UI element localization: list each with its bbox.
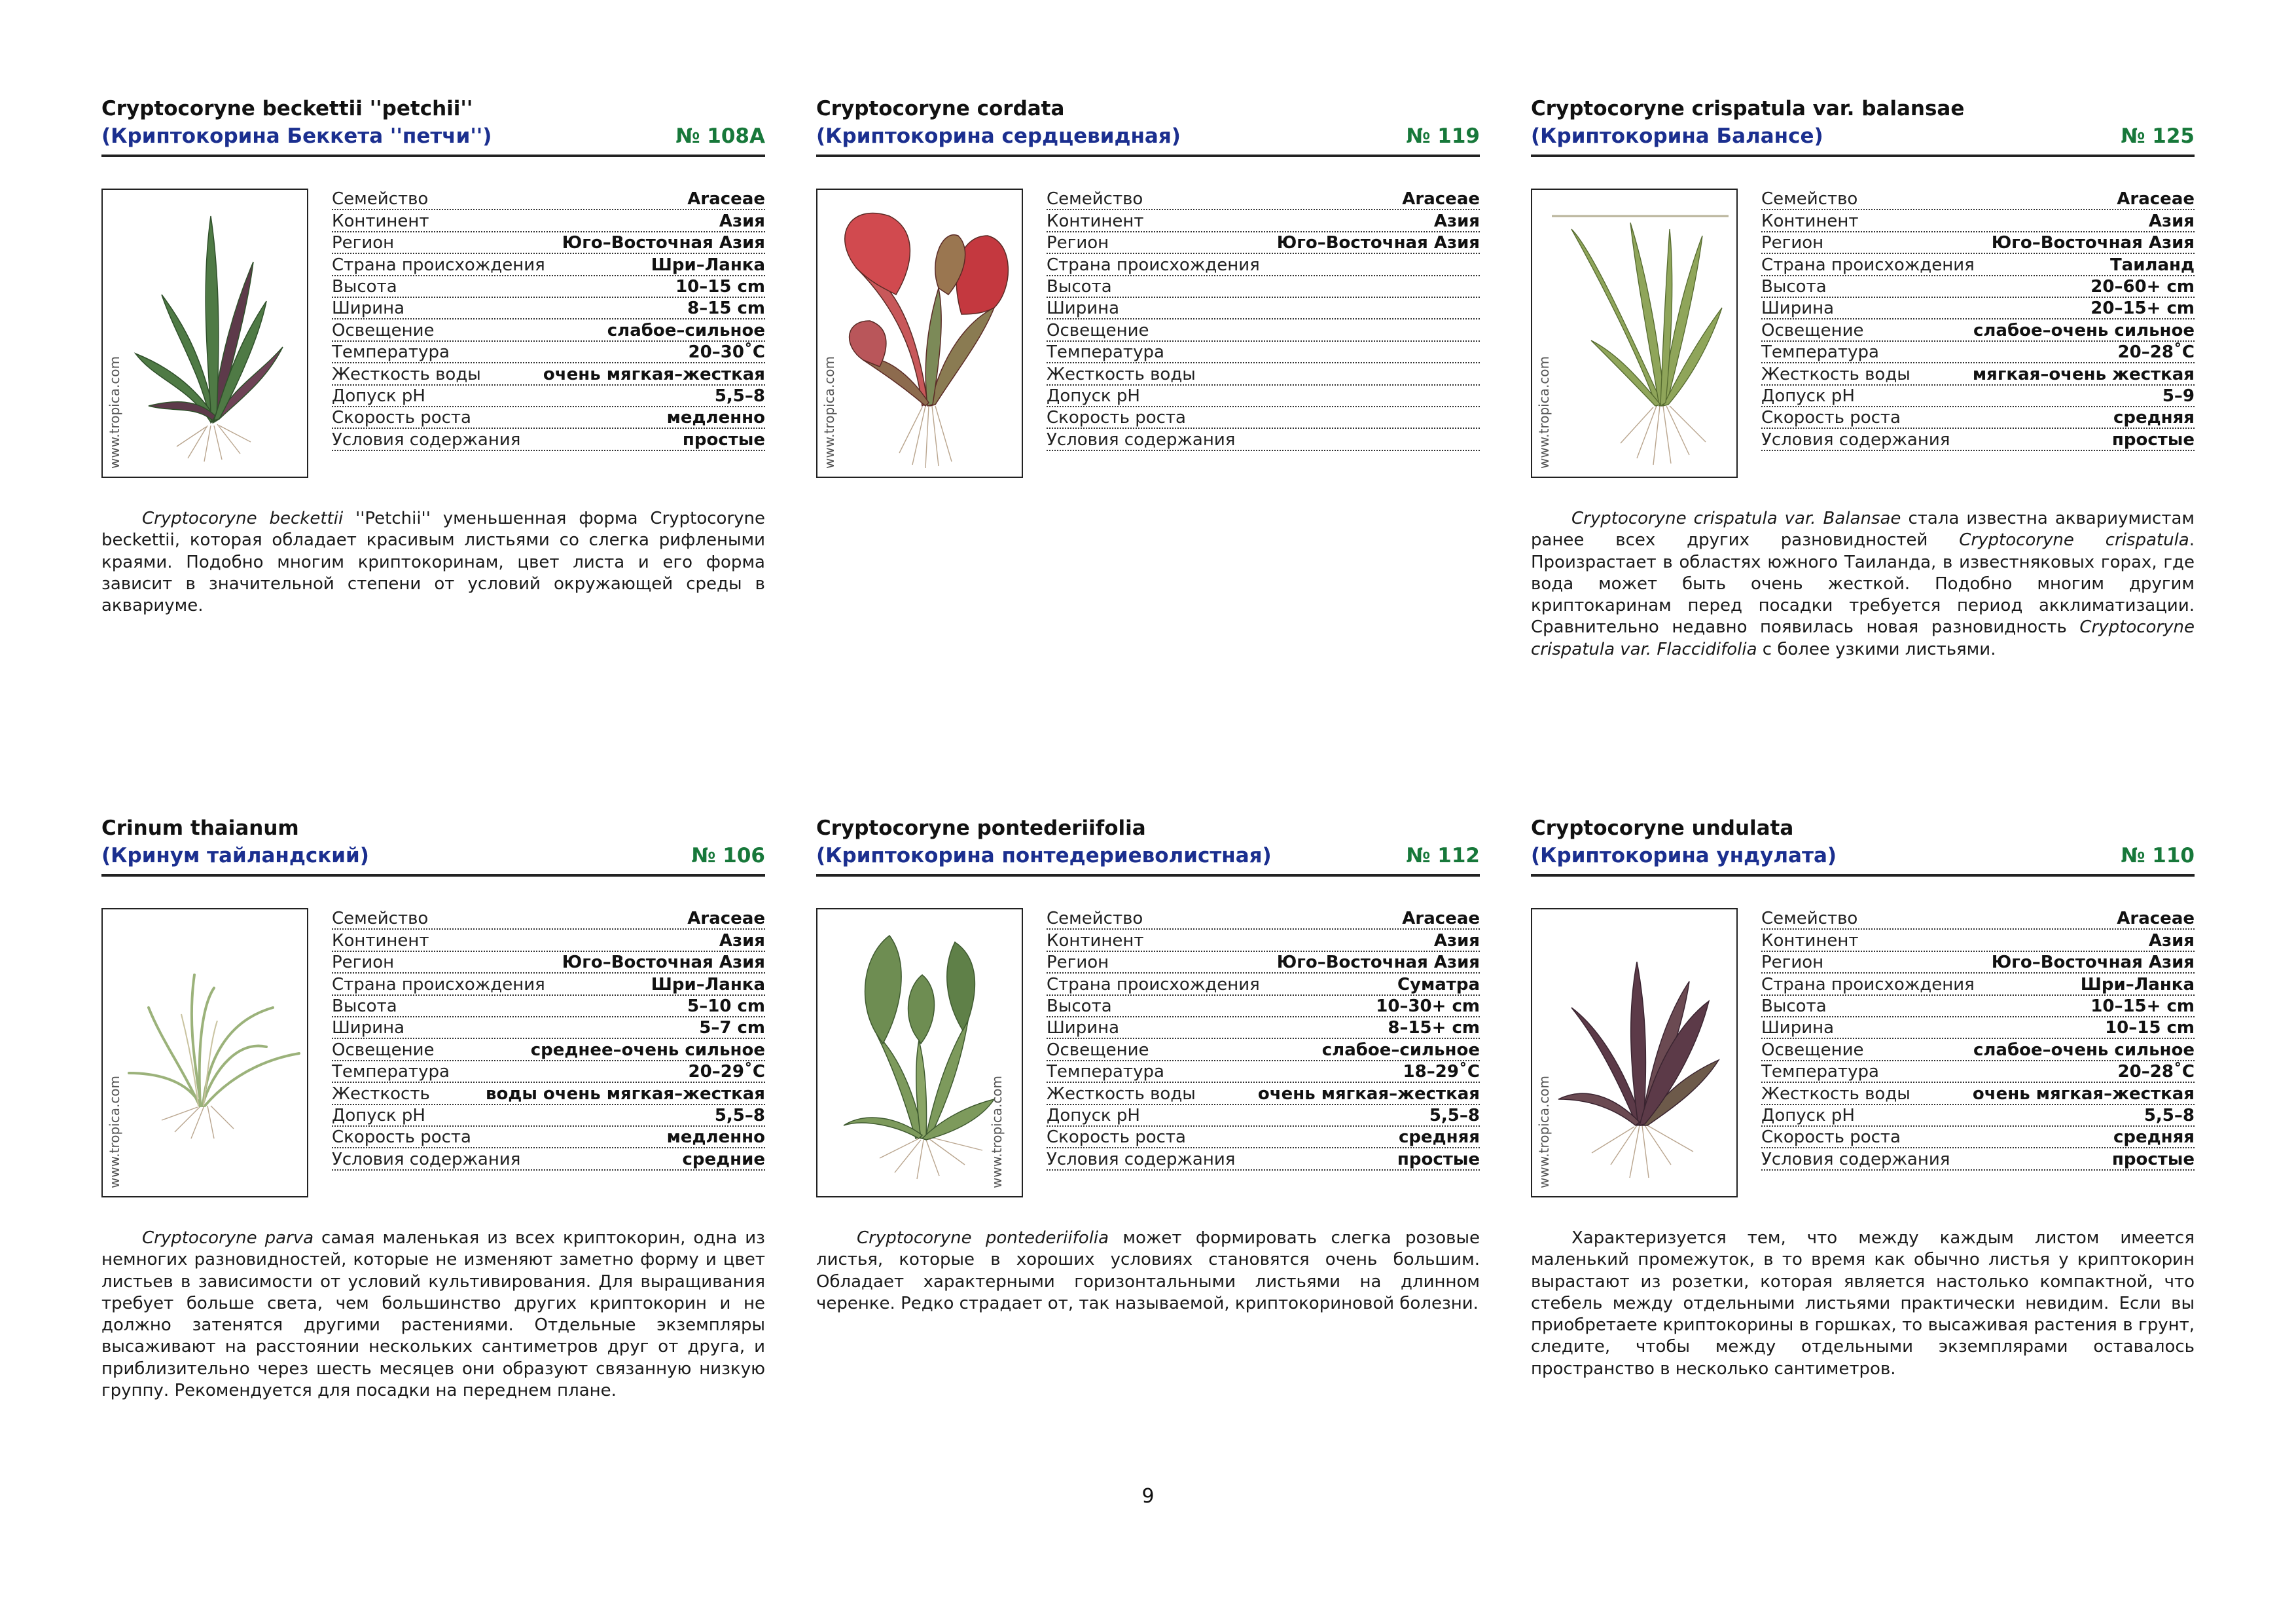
russian-name: (Криптокорина ундулата) bbox=[1531, 844, 1837, 867]
latin-name: Cryptocoryne pontederiifolia bbox=[816, 816, 1146, 840]
catalog-number: № 112 bbox=[1406, 844, 1480, 867]
property-value: Азия bbox=[719, 930, 765, 951]
latin-name: Cryptocoryne undulata bbox=[1531, 816, 1794, 840]
photo-credit: www.tropica.com bbox=[989, 1075, 1005, 1188]
property-label: Скорость роста bbox=[332, 1127, 471, 1148]
property-row bbox=[1761, 363, 2195, 385]
photo-credit: www.tropica.com bbox=[821, 356, 837, 469]
property-value: Юго–Восточная Азия bbox=[1276, 953, 1480, 973]
property-label: Освещение bbox=[332, 1040, 435, 1060]
property-value: Таиланд bbox=[2109, 255, 2195, 275]
property-label: Страна происхождения bbox=[332, 974, 545, 994]
property-table bbox=[1761, 189, 2195, 451]
property-row bbox=[1761, 1083, 2195, 1104]
plant-card bbox=[1531, 816, 2195, 1458]
plant-photo bbox=[1531, 189, 1738, 478]
property-row bbox=[332, 1105, 765, 1127]
property-value: 10–15 cm bbox=[2105, 1018, 2195, 1038]
property-row bbox=[1761, 298, 2195, 319]
property-value: Юго–Восточная Азия bbox=[1276, 233, 1480, 253]
property-value: Суматра bbox=[1397, 974, 1480, 994]
property-row bbox=[332, 298, 765, 319]
plant-description bbox=[816, 1228, 1480, 1315]
property-row bbox=[1047, 407, 1480, 429]
property-label: Скорость роста bbox=[1047, 1127, 1186, 1148]
property-row bbox=[1761, 930, 2195, 951]
property-label: Континент bbox=[1761, 211, 1859, 231]
property-row bbox=[332, 908, 765, 930]
photo-credit: www.tropica.com bbox=[107, 356, 122, 469]
property-row bbox=[1761, 1039, 2195, 1061]
property-label: Допуск pH bbox=[1761, 386, 1855, 406]
property-value: Азия bbox=[2148, 211, 2195, 231]
description-run: Характеризуется тем, что между каждым листом имеется маленький промежуток, в то время как обычно листья у криптокорин вырастают из розетки, которая является настолько компактной, что стебель между отдельными листьями практически невидим. Если вы приобретаете криптокорины в горшках, то высаживая растения в грунт, следите, чтобы между отдельными экземплярами оставалось пространство в несколько сантиметров. bbox=[1531, 1228, 2195, 1379]
property-row bbox=[332, 974, 765, 995]
property-value: слабое–очень сильное bbox=[1973, 320, 2195, 340]
catalog-number: № 110 bbox=[2121, 844, 2195, 867]
property-label: Страна происхождения bbox=[1761, 974, 1975, 994]
property-value: 20–29˚C bbox=[688, 1062, 765, 1082]
property-label: Страна происхождения bbox=[1047, 974, 1260, 994]
plant-photo bbox=[101, 908, 308, 1197]
property-row bbox=[1047, 254, 1480, 276]
property-value: средние bbox=[682, 1149, 765, 1169]
property-row bbox=[332, 407, 765, 429]
property-value: 8–15 cm bbox=[687, 299, 765, 319]
russian-name: (Криптокорина понтедериеволистная) bbox=[816, 844, 1272, 867]
property-row bbox=[1047, 386, 1480, 407]
property-label: Семейство bbox=[1047, 909, 1143, 929]
russian-name: (Криптокорина Беккета ''петчи'') bbox=[101, 124, 492, 148]
plant-photo bbox=[816, 908, 1023, 1197]
property-value: Юго–Восточная Азия bbox=[562, 953, 765, 973]
property-row bbox=[1047, 1017, 1480, 1039]
property-label: Допуск pH bbox=[332, 1105, 425, 1125]
description-run: Cryptocoryne beckettii bbox=[142, 509, 344, 528]
property-value: Азия bbox=[719, 211, 765, 231]
header-rule bbox=[1531, 874, 2195, 877]
property-value: простые bbox=[2111, 429, 2195, 450]
property-row bbox=[332, 996, 765, 1017]
property-row bbox=[1047, 189, 1480, 210]
property-row bbox=[332, 1061, 765, 1083]
property-table bbox=[332, 189, 765, 451]
property-label: Жесткость воды bbox=[1047, 1084, 1196, 1104]
header-rule bbox=[101, 155, 765, 157]
property-label: Температура bbox=[1761, 1062, 1879, 1082]
property-label: Семейство bbox=[1761, 909, 1858, 929]
property-value: Азия bbox=[2148, 930, 2195, 951]
property-row bbox=[332, 930, 765, 951]
property-label: Жесткость воды bbox=[1761, 1084, 1910, 1104]
property-row bbox=[332, 429, 765, 450]
plant-card bbox=[816, 816, 1480, 1458]
plant-description bbox=[101, 508, 765, 617]
property-value: 10–15 cm bbox=[675, 276, 765, 297]
plant-card bbox=[1531, 97, 2195, 739]
property-label: Семейство bbox=[332, 909, 429, 929]
property-label: Жесткость bbox=[332, 1084, 430, 1104]
property-value: 5–7 cm bbox=[699, 1018, 765, 1038]
description-run: Cryptocoryne parva bbox=[142, 1228, 314, 1248]
plant-illustration bbox=[817, 190, 1022, 477]
property-label: Ширина bbox=[1761, 1018, 1835, 1038]
property-label: Условия содержания bbox=[1761, 1149, 1950, 1169]
property-value: Шри–Ланка bbox=[2080, 974, 2195, 994]
property-label: Регион bbox=[1761, 233, 1824, 253]
property-row bbox=[1047, 429, 1480, 450]
property-label: Ширина bbox=[332, 1018, 405, 1038]
description-run: ''Petchii'' уменьшенная форма Cryptocoryne beckettii, которая обладает красивым листьями со слегка рифлеными краями. Подобно многим криптокоринам, цвет листа и его форма зависит в значительной степени от условий окружающей среды в аквариуме. bbox=[101, 509, 766, 616]
catalog-number: № 108A bbox=[675, 124, 765, 148]
property-row bbox=[332, 210, 765, 232]
property-row bbox=[1761, 232, 2195, 254]
property-row bbox=[332, 189, 765, 210]
property-label: Континент bbox=[332, 930, 429, 951]
property-row bbox=[1047, 342, 1480, 363]
property-row bbox=[1761, 1017, 2195, 1039]
property-table bbox=[1047, 189, 1480, 451]
property-row bbox=[1761, 1127, 2195, 1148]
property-value: медленно bbox=[666, 408, 765, 428]
photo-credit: www.tropica.com bbox=[107, 1075, 122, 1188]
plant-photo bbox=[101, 189, 308, 478]
russian-name: (Криптокорина Балансе) bbox=[1531, 124, 1823, 148]
property-row bbox=[1047, 1148, 1480, 1170]
property-label: Температура bbox=[1761, 342, 1879, 363]
property-label: Семейство bbox=[332, 189, 429, 210]
property-value: Шри–Ланка bbox=[651, 974, 765, 994]
property-row bbox=[1761, 386, 2195, 407]
catalog-number: № 106 bbox=[691, 844, 765, 867]
latin-name: Crinum thaianum bbox=[101, 816, 299, 840]
property-label: Семейство bbox=[1761, 189, 1858, 210]
property-row bbox=[1047, 996, 1480, 1017]
property-label: Континент bbox=[332, 211, 429, 231]
property-row bbox=[1761, 974, 2195, 995]
property-row bbox=[1047, 1061, 1480, 1083]
property-value: Araceae bbox=[1402, 189, 1480, 210]
property-value: 10–30+ cm bbox=[1376, 996, 1480, 1016]
property-value: 20–30˚C bbox=[688, 342, 765, 363]
property-value: очень мягкая–жесткая bbox=[1257, 1084, 1480, 1104]
property-label: Освещение bbox=[1761, 320, 1864, 340]
property-label: Условия содержания bbox=[1047, 1149, 1236, 1169]
description-paragraph bbox=[1531, 1228, 2195, 1380]
property-label: Регион bbox=[332, 953, 395, 973]
property-row bbox=[1761, 952, 2195, 974]
property-row bbox=[1761, 1148, 2195, 1170]
header-rule bbox=[1531, 155, 2195, 157]
property-row bbox=[1047, 930, 1480, 951]
property-row bbox=[1761, 189, 2195, 210]
property-row bbox=[1047, 1127, 1480, 1148]
catalog-number: № 119 bbox=[1406, 124, 1480, 148]
photo-credit: www.tropica.com bbox=[1536, 1075, 1552, 1188]
plant-description bbox=[101, 1228, 765, 1402]
property-row bbox=[1047, 298, 1480, 319]
property-label: Континент bbox=[1761, 930, 1859, 951]
property-row bbox=[332, 363, 765, 385]
photo-credit: www.tropica.com bbox=[1536, 356, 1552, 469]
property-row bbox=[332, 232, 765, 254]
property-row bbox=[332, 1127, 765, 1148]
property-row bbox=[1047, 1105, 1480, 1127]
property-value: воды очень мягкая–жесткая bbox=[486, 1084, 765, 1104]
property-row bbox=[332, 1017, 765, 1039]
property-label: Скорость роста bbox=[1761, 408, 1901, 428]
property-row bbox=[1047, 210, 1480, 232]
header-rule bbox=[816, 155, 1480, 157]
property-label: Регион bbox=[1047, 233, 1109, 253]
latin-name: Cryptocoryne beckettii ''petchii'' bbox=[101, 97, 473, 120]
property-label: Условия содержания bbox=[332, 429, 521, 450]
property-value: Araceae bbox=[2117, 189, 2195, 210]
property-label: Высота bbox=[332, 276, 397, 297]
property-label: Освещение bbox=[1761, 1040, 1864, 1060]
property-label: Ширина bbox=[332, 299, 405, 319]
property-value: простые bbox=[1397, 1149, 1480, 1169]
property-row bbox=[1761, 1105, 2195, 1127]
property-value: Юго–Восточная Азия bbox=[562, 233, 765, 253]
plant-card bbox=[101, 816, 765, 1458]
property-label: Континент bbox=[1047, 930, 1144, 951]
property-row bbox=[1761, 1061, 2195, 1083]
property-label: Высота bbox=[1761, 996, 1827, 1016]
property-label: Страна происхождения bbox=[332, 255, 545, 275]
plant-illustration bbox=[103, 909, 307, 1196]
property-label: Освещение bbox=[332, 320, 435, 340]
property-value: Юго–Восточная Азия bbox=[1991, 953, 2195, 973]
property-value: 5–10 cm bbox=[687, 996, 765, 1016]
catalog-number: № 125 bbox=[2121, 124, 2195, 148]
property-label: Освещение bbox=[1047, 320, 1149, 340]
property-value: 20–28˚C bbox=[2117, 342, 2195, 363]
property-value: средняя bbox=[2113, 1127, 2195, 1148]
property-label: Скорость роста bbox=[1761, 1127, 1901, 1148]
property-value: очень мягкая–жесткая bbox=[1972, 1084, 2195, 1104]
plant-illustration bbox=[1532, 190, 1736, 477]
description-run: Cryptocoryne crispatula var. Flaccidifolia bbox=[1531, 617, 2195, 659]
property-value: 5,5–8 bbox=[1429, 1105, 1480, 1125]
property-row bbox=[332, 386, 765, 407]
property-label: Страна происхождения bbox=[1761, 255, 1975, 275]
property-row bbox=[332, 276, 765, 298]
property-row bbox=[1761, 254, 2195, 276]
property-value: 5,5–8 bbox=[714, 1105, 765, 1125]
property-label: Температура bbox=[1047, 342, 1164, 363]
property-label: Высота bbox=[1047, 276, 1112, 297]
description-run: может формировать слегка розовые листья, которые в хороших условиях становятся очень большим. Обладает характерными горизонтальными листьями на длинном черенке. Редко страдает от, так называемой, криптокориновой болезни. bbox=[816, 1228, 1480, 1313]
property-label: Высота bbox=[1047, 996, 1112, 1016]
description-run: с более узкими листьями. bbox=[1757, 639, 1996, 659]
property-value: мягкая–очень жесткая bbox=[1972, 364, 2195, 384]
description-run: Cryptocoryne crispatula var. Balansae bbox=[1571, 509, 1901, 528]
property-label: Регион bbox=[1047, 953, 1109, 973]
property-value: 20–60+ cm bbox=[2090, 276, 2195, 297]
property-row bbox=[332, 1039, 765, 1061]
property-row bbox=[1761, 276, 2195, 298]
property-value: Araceae bbox=[687, 909, 765, 929]
property-value: простые bbox=[682, 429, 765, 450]
property-label: Регион bbox=[332, 233, 395, 253]
property-label: Допуск pH bbox=[1761, 1105, 1855, 1125]
description-run: стала известна аквариумистам ранее всех других разновидностей bbox=[1531, 509, 2195, 551]
property-row bbox=[1761, 210, 2195, 232]
property-value: Азия bbox=[1433, 211, 1480, 231]
property-value: Araceae bbox=[1402, 909, 1480, 929]
property-value: слабое–сильное bbox=[1321, 1040, 1480, 1060]
plant-photo bbox=[816, 189, 1023, 478]
property-label: Условия содержания bbox=[1761, 429, 1950, 450]
property-row bbox=[332, 319, 765, 341]
property-label: Температура bbox=[1047, 1062, 1164, 1082]
property-value: слабое–очень сильное bbox=[1973, 1040, 2195, 1060]
property-value: средняя bbox=[2113, 408, 2195, 428]
property-label: Высота bbox=[1761, 276, 1827, 297]
property-label: Скорость роста bbox=[1047, 408, 1186, 428]
property-row bbox=[332, 1083, 765, 1104]
latin-name: Cryptocoryne crispatula var. balansae bbox=[1531, 97, 1965, 120]
description-run: . Произрастает в областях южного Таиланда, в известняковых горах, где вода может быть очень жесткой. Подобно многим другим криптокаринам перед посадки требуется период акклиматизации. Сравнительно недавно появилась новая разновидность bbox=[1531, 530, 2195, 638]
property-label: Жесткость воды bbox=[332, 364, 481, 384]
property-value: 20–28˚C bbox=[2117, 1062, 2195, 1082]
plant-description bbox=[1531, 508, 2195, 661]
russian-name: (Кринум тайландский) bbox=[101, 844, 369, 867]
plant-photo bbox=[1531, 908, 1738, 1197]
property-row bbox=[1761, 996, 2195, 1017]
description-run: Cryptocoryne crispatula bbox=[1959, 530, 2189, 551]
property-row bbox=[1761, 319, 2195, 341]
property-row bbox=[1047, 1039, 1480, 1061]
property-value: 20–15+ cm bbox=[2090, 299, 2195, 319]
property-value: Araceae bbox=[2117, 909, 2195, 929]
property-label: Допуск pH bbox=[1047, 386, 1140, 406]
description-paragraph bbox=[101, 508, 765, 617]
property-row bbox=[332, 342, 765, 363]
header-rule bbox=[101, 874, 765, 877]
property-label: Температура bbox=[332, 342, 450, 363]
plant-description bbox=[1531, 1228, 2195, 1380]
property-row bbox=[1761, 429, 2195, 450]
page-number: 9 bbox=[1141, 1485, 1155, 1508]
property-label: Допуск pH bbox=[1047, 1105, 1140, 1125]
property-value: 10–15+ cm bbox=[2090, 996, 2195, 1016]
property-label: Условия содержания bbox=[1047, 429, 1236, 450]
property-table bbox=[1761, 908, 2195, 1171]
property-value: Araceae bbox=[687, 189, 765, 210]
property-row bbox=[1047, 319, 1480, 341]
property-value: простые bbox=[2111, 1149, 2195, 1169]
description-run: Cryptocoryne pontederiifolia bbox=[857, 1228, 1109, 1248]
property-value: 5,5–8 bbox=[714, 386, 765, 406]
property-row bbox=[1761, 342, 2195, 363]
property-label: Ширина bbox=[1761, 299, 1835, 319]
property-value: Азия bbox=[1433, 930, 1480, 951]
property-label: Температура bbox=[332, 1062, 450, 1082]
russian-name: (Криптокорина сердцевидная) bbox=[816, 124, 1181, 148]
property-value: слабое–сильное bbox=[607, 320, 765, 340]
property-row bbox=[1047, 952, 1480, 974]
property-row bbox=[1047, 232, 1480, 254]
property-label: Жесткость воды bbox=[1047, 364, 1196, 384]
property-row bbox=[1761, 407, 2195, 429]
property-value: 5–9 bbox=[2162, 386, 2195, 406]
property-label: Ширина bbox=[1047, 1018, 1120, 1038]
property-value: Юго–Восточная Азия bbox=[1991, 233, 2195, 253]
property-row bbox=[1047, 908, 1480, 930]
plant-card bbox=[816, 97, 1480, 739]
plant-card bbox=[101, 97, 765, 739]
property-value: 18–29˚C bbox=[1403, 1062, 1480, 1082]
property-label: Освещение bbox=[1047, 1040, 1149, 1060]
property-value: Шри–Ланка bbox=[651, 255, 765, 275]
property-label: Высота bbox=[332, 996, 397, 1016]
property-row bbox=[1047, 974, 1480, 995]
plant-illustration bbox=[1532, 909, 1736, 1196]
property-label: Регион bbox=[1761, 953, 1824, 973]
property-value: 8–15+ cm bbox=[1388, 1018, 1480, 1038]
property-label: Семейство bbox=[1047, 189, 1143, 210]
property-row bbox=[332, 1148, 765, 1170]
property-row bbox=[332, 952, 765, 974]
property-value: очень мягкая–жесткая bbox=[543, 364, 765, 384]
property-value: 5,5–8 bbox=[2144, 1105, 2195, 1125]
property-table bbox=[1047, 908, 1480, 1171]
header-rule bbox=[816, 874, 1480, 877]
property-label: Ширина bbox=[1047, 299, 1120, 319]
property-label: Условия содержания bbox=[332, 1149, 521, 1169]
property-row bbox=[1761, 908, 2195, 930]
plant-illustration bbox=[103, 190, 307, 477]
property-label: Допуск pH bbox=[332, 386, 425, 406]
latin-name: Cryptocoryne cordata bbox=[816, 97, 1065, 120]
property-value: медленно bbox=[666, 1127, 765, 1148]
description-run: самая маленькая из всех криптокорин, одна из немногих разновидностей, которые не изменяют заметно форму и цвет листьев в зависимости от условий культивирования. Для выращивания требует больше света, чем большинство других криптокорин и не должно затенятся другими растениями. Отдельные экземпляры высаживают на расстоянии нескольких сантиметров друг от друга, и приблизительно через шесть месяцев они образуют связанную низкую группу. Рекомендуется для посадки на переднем плане. bbox=[101, 1228, 765, 1401]
property-row bbox=[332, 254, 765, 276]
description-paragraph bbox=[101, 1228, 765, 1402]
property-row bbox=[1047, 1083, 1480, 1104]
property-label: Жесткость воды bbox=[1761, 364, 1910, 384]
property-value: средняя bbox=[1398, 1127, 1480, 1148]
property-table bbox=[332, 908, 765, 1171]
property-value: среднее–очень сильное bbox=[530, 1040, 765, 1060]
description-paragraph bbox=[1531, 508, 2195, 661]
property-label: Страна происхождения bbox=[1047, 255, 1260, 275]
description-paragraph bbox=[816, 1228, 1480, 1315]
property-row bbox=[1047, 363, 1480, 385]
property-row bbox=[1047, 276, 1480, 298]
property-label: Скорость роста bbox=[332, 408, 471, 428]
property-label: Континент bbox=[1047, 211, 1144, 231]
